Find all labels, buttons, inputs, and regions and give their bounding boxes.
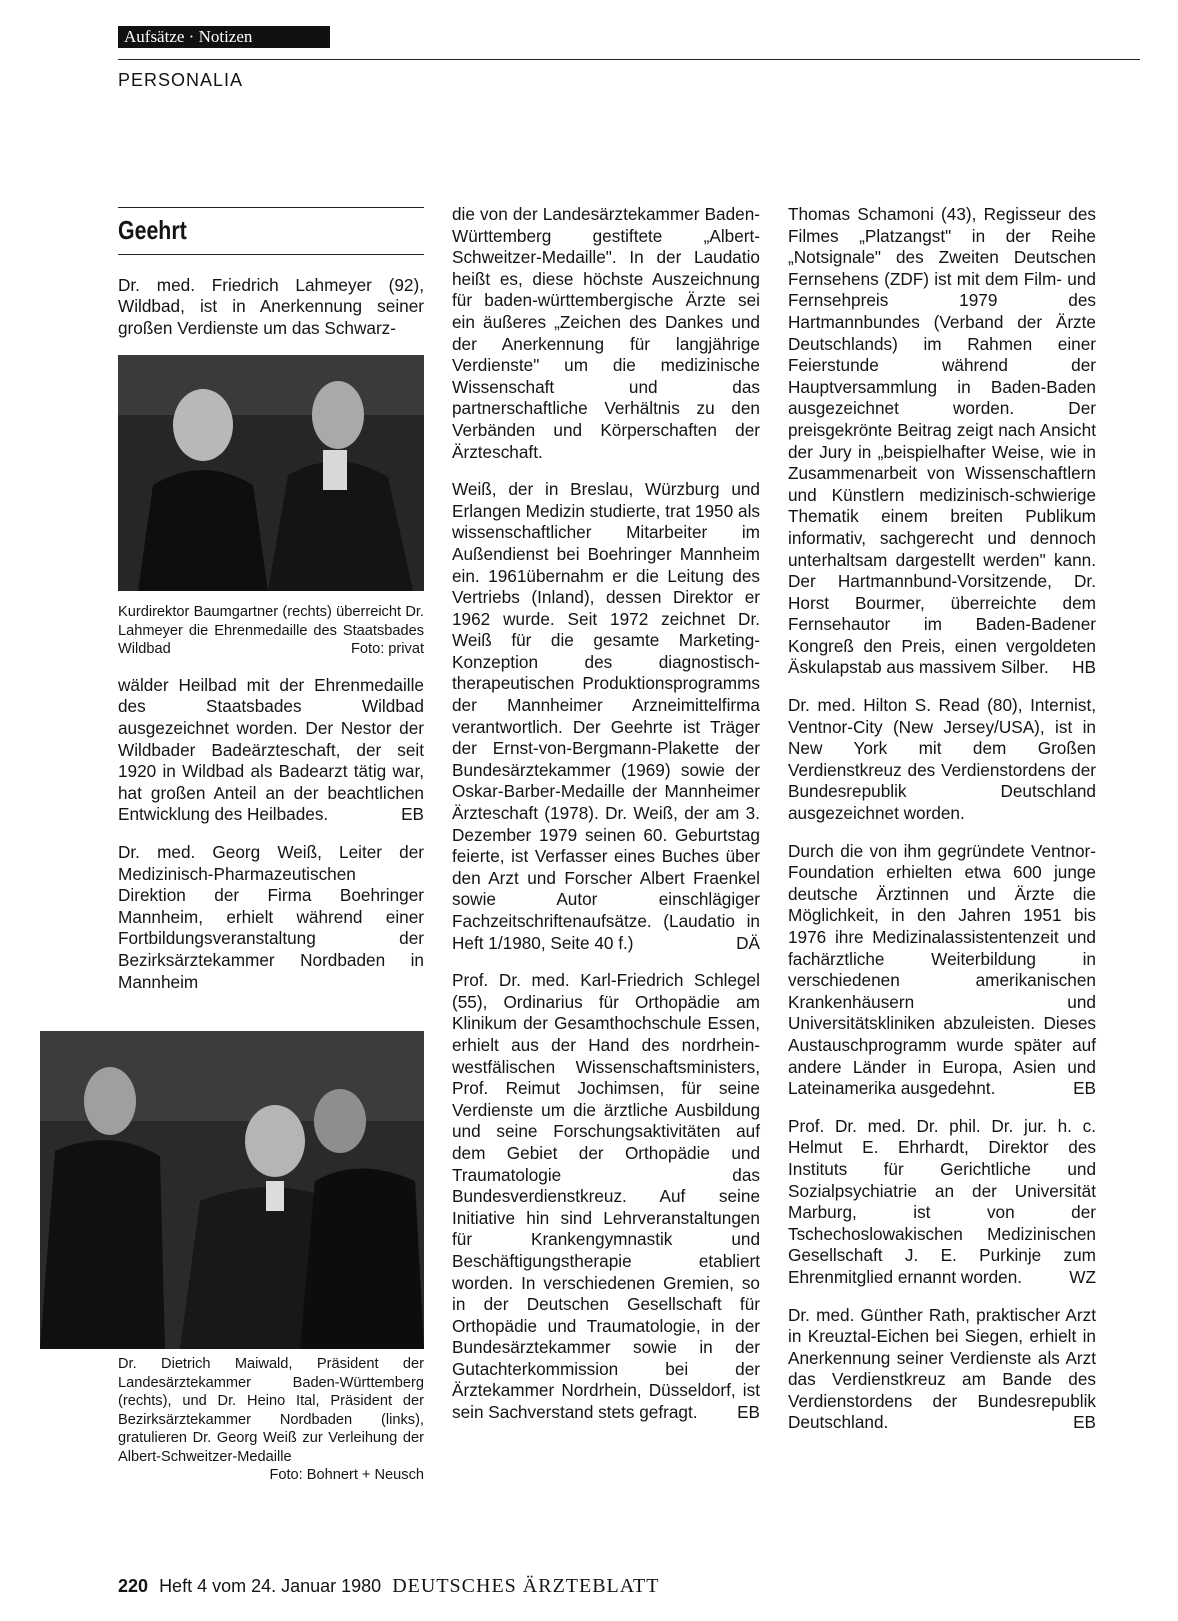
header-rule	[118, 59, 1140, 60]
article-text: Prof. Dr. med. Karl-Friedrich Schlegel (55), Ordinarius für Orthopädie am Klinikum der Gesamthochschule Essen, erhielt aus der Hand des nordrhein-westfälischen Wissenschaftsministers, Prof. Reimut Jochimsen, für seine Verdienste um die ärztliche Ausbildung und seine Forschungsaktivitäten auf dem Gebiet der Orthopädie und Traumatologie das Bundesverdienstkreuz. Auf seine Initiative hin sind Lehrveranstaltungen für Krankengymnastik und Beschäftigungstherapie etabliert worden. In verschiedenen Gremien, so in der Deutschen Gesellschaft für Orthopädie und Traumatologie, in der Bundesärztekammer sowie in der Gutachterkommission bei der Ärztekammer Nordrhein, Düsseldorf, ist sein Sachverstand stets gefragt.	[452, 970, 760, 1423]
photo-credit: Foto: privat	[351, 641, 424, 658]
caption-text: Dr. Dietrich Maiwald, Präsident der Landesärztekammer Baden-Württemberg (rechts), und Dr. Heino Ital, Präsident der Bezirksärztekammer Nordbaden (links), gratulieren Dr. Georg Weiß zur Verleihung der Albert-Schweitzer-Medaille	[118, 1356, 424, 1465]
article-text: Prof. Dr. med. Dr. phil. Dr. jur. h. c. Helmut E. Ehrhardt, Direktor des Instituts für Gerichtliche und Sozialpsychiatrie an der Universität Marburg, ist von der Tschechoslowakischen Medizinischen Gesellschaft J. E. Purkinje zum Ehrenmitglied ernannt worden.	[788, 1115, 1096, 1287]
headline: Geehrt	[118, 215, 187, 245]
photo-credit: Foto: Bohnert + Neusch	[269, 1467, 424, 1483]
article-text: wälder Heilbad mit der Ehrenmedaille des Staatsbades Wildbad ausgezeichnet worden. Der Nestor der Wildbader Badeärzteschaft, der seit 1920 in Wildbad als Badearzt tätig war, hat großen Anteil an der beachtlichen Entwicklung des Heilbades.	[118, 674, 424, 825]
page-footer	[118, 1575, 659, 1598]
author-sig: EB	[1073, 1078, 1096, 1099]
author-sig: WZ	[1069, 1266, 1096, 1287]
magazine-title: DEUTSCHES ÄRZTEBLATT	[392, 1575, 660, 1597]
photo-caption-weiss	[118, 1355, 424, 1485]
article-text: Thomas Schamoni (43), Regisseur des Filmes „Platzangst" in der Reihe „Notsignale" des Zweiten Deutschen Fernsehens (ZDF) ist mit dem Film- und Fernsehpreis 1979 des Hartmannbundes (Verband der Ärzte Deutschlands) im Rahmen einer Feierstunde während der Hauptversammlung in Baden-Baden ausgezeichnet worden. Der preisgekrönte Beitrag zeigt nach Ansicht der Jury in „beispielhafter Weise, wie in Zusammenarbeit von Wissenschaftlern und Künstlern medizinisch-schwierige Thematik einem breiten Publikum informativ, sachgerecht und dennoch unterhaltsam dargestellt werden" kann. Der Hartmannbund-Vorsitzende, Dr. Horst Bourmer, überreichte dem Fernsehautor im Baden-Badener Kongreß den Preis, einen vergoldeten Äskulapstab aus massivem Silber.	[788, 204, 1096, 678]
article-lahmeyer-intro: Dr. med. Friedrich Lahmeyer (92), Wildbad, ist in Anerkennung seiner großen Verdienste um das Schwarz-	[118, 274, 424, 338]
article-lahmeyer-body	[118, 675, 424, 826]
author-sig: HB	[1072, 657, 1096, 678]
column-1	[118, 207, 424, 993]
column-2	[452, 204, 760, 1424]
article-schamoni	[788, 204, 1096, 679]
section-tag: Aufsätze · Notizen	[118, 26, 330, 48]
author-sig: EB	[401, 804, 424, 825]
article-read-body	[788, 841, 1096, 1100]
photo-lahmeyer	[118, 355, 424, 591]
author-sig: EB	[1073, 1412, 1096, 1433]
column-3	[788, 204, 1096, 1434]
article-rath	[788, 1305, 1096, 1435]
article-text: Weiß, der in Breslau, Würzburg und Erlangen Medizin studierte, trat 1950 als wissenschaftlicher Mitarbeiter im Außendienst bei Boehringer Mannheim ein. 1961übernahm er die Leitung des Vertriebs (Inland), dessen Direktor er 1962 wurde. Seit 1972 zeichnet Dr. Weiß für die gesamte Marketing-Konzeption des diagnostisch-therapeutischen Produktionsprogramms der Mannheimer Arzneimittelfirma verantwortlich. Der Geehrte ist Träger der Ernst-von-Bergmann-Plakette der Bundesärztekammer (1969) sowie der Oskar-Barber-Medaille der Mannheimer Ärzteschaft (1978). Dr. Weiß, der am 3. Dezember 1979 seinen 60. Geburtstag feierte, ist Verfasser eines Buches über den Arzt und Forscher Albert Fraenkel sowie Autor einschlägiger Fachzeitschriftenaufsätze. (Laudatio in Heft 1/1980, Seite 40 f.)	[452, 479, 760, 953]
headline-rule-bottom	[118, 254, 424, 255]
photo-weiss	[40, 1031, 424, 1349]
headline-rule-top	[118, 207, 424, 208]
section-name: PERSONALIA	[118, 70, 244, 90]
article-weiss-cont: die von der Landesärztekammer Baden-Württemberg gestiftete „Albert-Schweitzer-Medaille". In der Laudatio heißt es, diese höchste Auszeichnung für baden-württembergische Ärzte sei ein äußeres „Zeichen des Dankes und der Anerkennung für langjährige Verdienste" um die medizinische Wissenschaft und das partnerschaftliche Verhältnis zu den Verbänden und Körperschaften der Ärzteschaft.	[452, 204, 760, 462]
article-weiss-intro: Dr. med. Georg Weiß, Leiter der Medizinisch-Pharmazeutischen Direktion der Firma Boehringer Mannheim, erhielt während einer Fortbildungsveranstaltung der Bezirksärztekammer Nordbaden in Mannheim	[118, 842, 424, 992]
author-sig: DÄ	[736, 932, 760, 953]
photo-caption-lahmeyer	[118, 603, 424, 659]
page-number: 220	[118, 1576, 149, 1596]
article-ehrhardt	[788, 1116, 1096, 1289]
article-weiss-bio	[452, 479, 760, 954]
article-schlegel	[452, 970, 760, 1423]
author-sig: EB	[737, 1402, 760, 1423]
caption-text: Kurdirektor Baumgartner (rechts) überreicht Dr. Lahmeyer die Ehrenmedaille des Staatsbades Wildbad	[118, 604, 424, 658]
issue-info: Heft 4 vom 24. Januar 1980	[159, 1576, 382, 1596]
article-text: Dr. med. Günther Rath, praktischer Arzt in Kreuztal-Eichen bei Siegen, erhielt in Anerkennung seiner Verdienste als Arzt das Verdienstkreuz am Bande des Verdienstordens der Bundesrepublik Deutschland.	[788, 1304, 1096, 1433]
article-text: Durch die von ihm gegründete Ventnor-Foundation erhielten etwa 600 junge deutsche Ärztinnen und Ärzte die Möglichkeit, in den Jahren 1951 bis 1976 ihre Medizinalassistentenzeit und fachärztliche Weiterbildung in verschiedenen amerikanischen Krankenhäusern und Universitätskliniken abzuleisten. Dieses Austauschprogramm wurde später auf andere Länder in Europa, Asien und Lateinamerika ausgedehnt.	[788, 840, 1096, 1099]
article-read-intro: Dr. med. Hilton S. Read (80), Internist, Ventnor-City (New Jersey/USA), ist in New York mit dem Großen Verdienstkreuz des Verdienstordens der Bundesrepublik Deutschland ausgezeichnet worden.	[788, 695, 1096, 824]
